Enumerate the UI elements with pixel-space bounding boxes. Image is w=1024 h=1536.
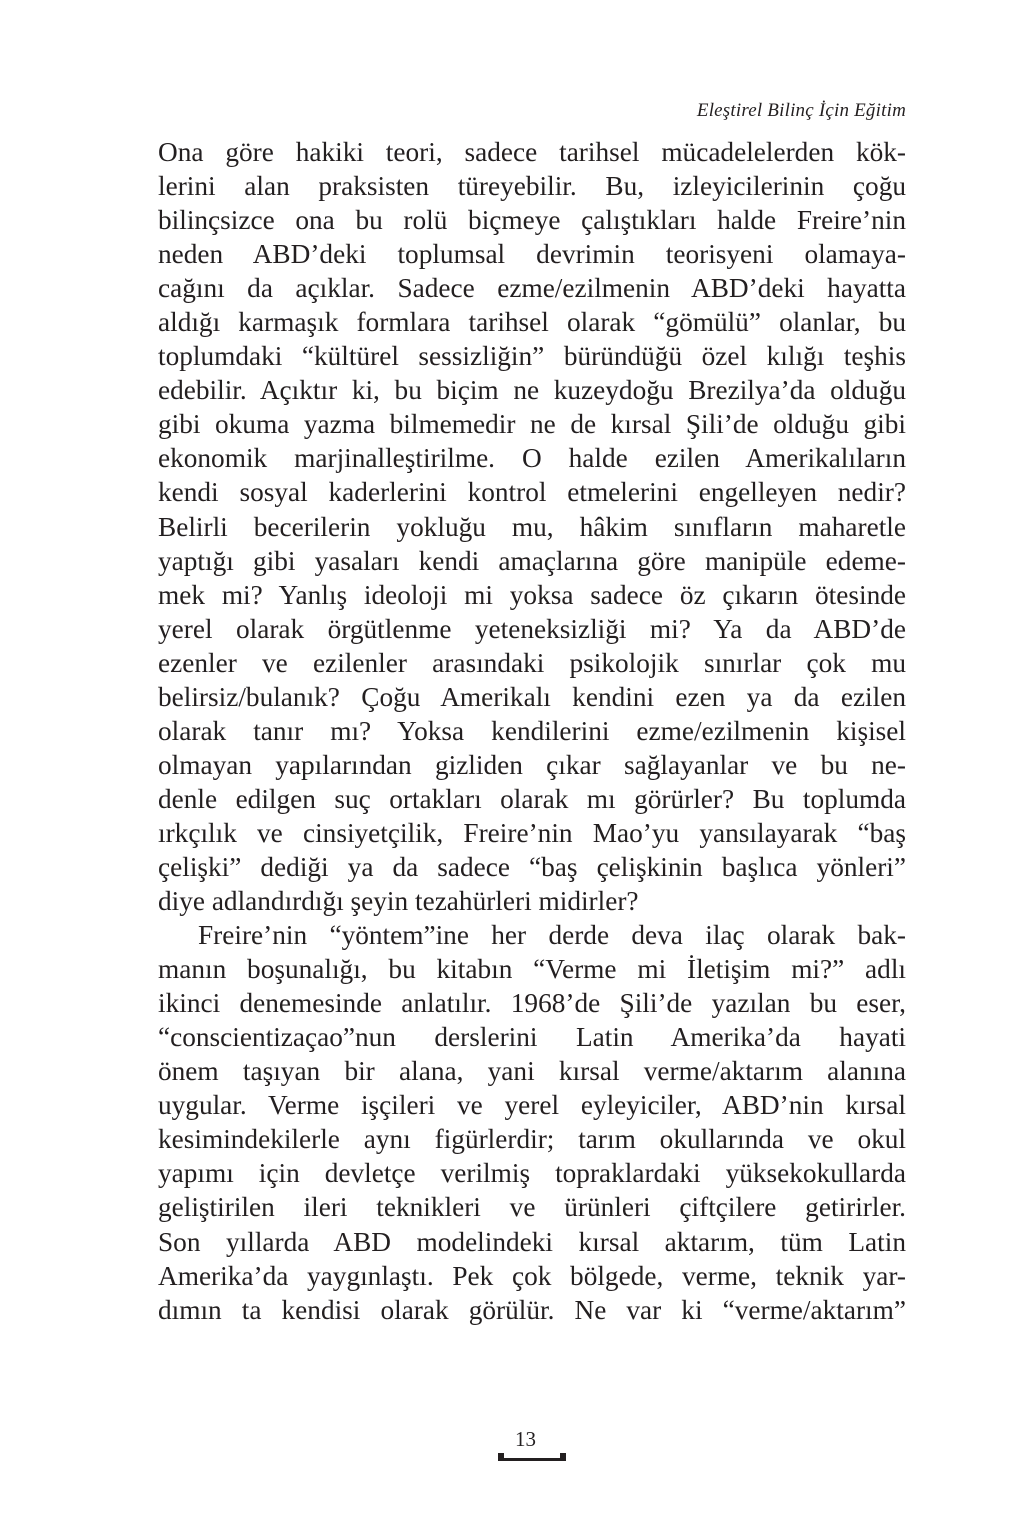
- text-line: edebilir. Açıktır ki, bu biçim ne kuzeydoğu Brezilya’da olduğu: [158, 375, 906, 406]
- text-line: denle edilgen suç ortakları olarak mı görürler? Bu toplumda: [158, 783, 906, 814]
- text-line: Amerika’da yaygınlaştı. Pek çok bölgede, verme, teknik yar-: [158, 1260, 906, 1291]
- page-number: 13: [515, 1427, 536, 1451]
- text-line-paragraph-start: Freire’nin “yöntem”ine her derde deva ilaç olarak bak-: [198, 920, 906, 951]
- text-line: yerel olarak örgütlenme yeteneksizliği mi? Ya da ABD’de: [158, 613, 906, 644]
- text-line: Son yıllarda ABD modelindeki kırsal aktarım, tüm Latin: [158, 1226, 906, 1257]
- text-line: Ona göre hakiki teori, sadece tarihsel mücadelelerden kök-: [158, 137, 906, 167]
- text-line: manın boşunalığı, bu kitabın “Verme mi İletişim mi?” adlı: [158, 954, 906, 985]
- text-line: dımın ta kendisi olarak görülür. Ne var ki “verme/aktarım”: [158, 1294, 906, 1325]
- text-line: olarak tanır mı? Yoksa kendilerini ezme/ezilmenin kişisel: [158, 715, 906, 746]
- text-line: ikinci denemesinde anlatılır. 1968’de Şili’de yazılan bu eser,: [158, 988, 906, 1019]
- text-line: kendi sosyal kaderlerini kontrol etmelerini engelleyen nedir?: [158, 477, 906, 508]
- text-line: önem taşıyan bir alana, yani kırsal verme/aktarım alanına: [158, 1056, 906, 1087]
- text-line: cağını da açıklar. Sadece ezme/ezilmenin ABD’deki hayatta: [158, 273, 906, 304]
- text-line: bilinçsizce ona bu rolü biçmeye çalıştıkları halde Freire’nin: [158, 205, 906, 236]
- text-line: mek mi? Yanlış ideoloji mi yoksa sadece öz çıkarın ötesinde: [158, 579, 906, 610]
- text-line: yaptığı gibi yasaları kendi amaçlarına göre manipüle edeme-: [158, 545, 906, 576]
- text-line: çelişki” dediği ya da sadece “baş çelişkinin başlıca yönleri”: [158, 851, 906, 882]
- folio-rule: [498, 1458, 566, 1461]
- text-line: “conscientizaçao”nun derslerini Latin Amerika’da hayati: [158, 1022, 906, 1053]
- text-line: Belirli becerilerin yokluğu mu, hâkim sınıfların maharetle: [158, 511, 906, 542]
- text-line: olmayan yapılarından gizliden çıkar sağlayanlar ve bu ne-: [158, 749, 906, 780]
- text-line: ekonomik marjinalleştirilme. O halde ezilen Amerikalıların: [158, 443, 906, 474]
- text-line: ezenler ve ezilenler arasındaki psikolojik sınırlar çok mu: [158, 647, 906, 678]
- text-line-paragraph-end: diye adlandırdığı şeyin tezahürleri midirler?: [158, 886, 639, 917]
- text-line: gibi okuma yazma bilmemedir ne de kırsal Şili’de olduğu gibi: [158, 409, 906, 440]
- text-line: lerini alan praksisten türeyebilir. Bu, izleyicilerinin çoğu: [158, 171, 906, 202]
- running-header: Eleştirel Bilinç İçin Eğitim: [696, 100, 906, 121]
- text-line: ırkçılık ve cinsiyetçilik, Freire’nin Mao’yu yansılayarak “baş: [158, 817, 906, 848]
- page-footer: [0, 1427, 1024, 1467]
- body-text: [158, 135, 906, 1327]
- text-line: neden ABD’deki toplumsal devrimin teorisyeni olamaya-: [158, 239, 906, 270]
- text-line: uygular. Verme işçileri ve yerel eyleyiciler, ABD’nin kırsal: [158, 1090, 906, 1121]
- folio-tick-left: [498, 1453, 504, 1461]
- text-line: toplumdaki “kültürel sessizliğin” büründüğü özel kılığı teşhis: [158, 341, 906, 372]
- folio-tick-right: [560, 1453, 566, 1461]
- text-line: kesimindekilerle aynı figürlerdir; tarım okullarında ve okul: [158, 1124, 906, 1155]
- text-line: geliştirilen ileri teknikleri ve ürünleri çiftçilere getirirler.: [158, 1192, 906, 1223]
- text-line: belirsiz/bulanık? Çoğu Amerikalı kendini ezen ya da ezilen: [158, 681, 906, 712]
- text-line: aldığı karmaşık formlara tarihsel olarak “gömülü” olanlar, bu: [158, 307, 906, 338]
- text-line: yapımı için devletçe verilmiş topraklardaki yüksekokullarda: [158, 1158, 906, 1189]
